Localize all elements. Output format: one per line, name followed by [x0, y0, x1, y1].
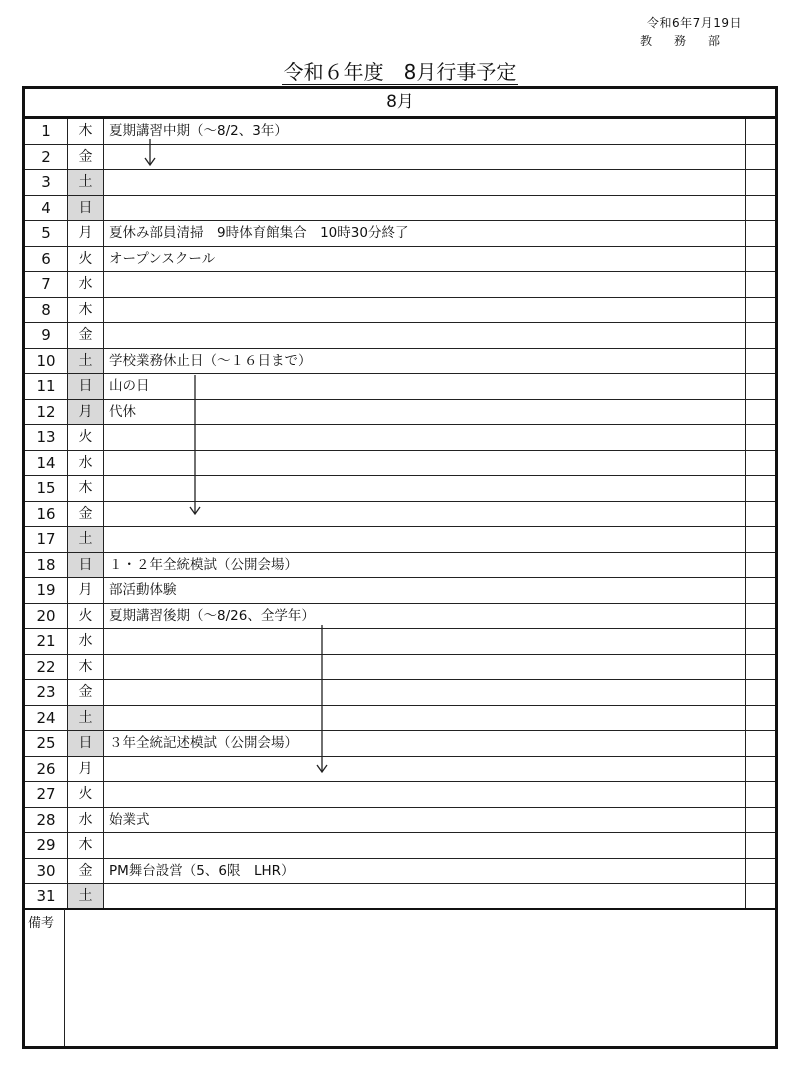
schedule-rows [25, 119, 775, 910]
day-row [25, 298, 775, 324]
day-row [25, 808, 775, 834]
day-number: 20 [25, 604, 68, 629]
extra-cell [746, 884, 775, 908]
day-row [25, 272, 775, 298]
extra-cell [746, 119, 775, 144]
extra-cell [746, 604, 775, 629]
day-row [25, 425, 775, 451]
weekday: 火 [68, 425, 104, 450]
extra-cell [746, 553, 775, 578]
day-number: 6 [25, 247, 68, 272]
day-row [25, 221, 775, 247]
event-text [104, 298, 746, 323]
event-text [104, 323, 746, 348]
weekday: 水 [68, 629, 104, 654]
event-text [104, 706, 746, 731]
extra-cell [746, 859, 775, 884]
weekday: 土 [68, 527, 104, 552]
event-text [104, 680, 746, 705]
day-number: 7 [25, 272, 68, 297]
weekday: 日 [68, 196, 104, 221]
day-number: 21 [25, 629, 68, 654]
extra-cell [746, 578, 775, 603]
weekday: 水 [68, 808, 104, 833]
day-row [25, 170, 775, 196]
extra-cell [746, 170, 775, 195]
event-text [104, 527, 746, 552]
day-row [25, 145, 775, 171]
event-text: 夏期講習後期（〜8/26、全学年） [104, 604, 746, 629]
weekday: 水 [68, 272, 104, 297]
day-row [25, 502, 775, 528]
event-text [104, 476, 746, 501]
event-text: オープンスクール [104, 247, 746, 272]
day-number: 25 [25, 731, 68, 756]
weekday: 金 [68, 502, 104, 527]
event-text [104, 145, 746, 170]
event-text: PM舞台設営（5、6限 LHR） [104, 859, 746, 884]
extra-cell [746, 451, 775, 476]
extra-cell [746, 247, 775, 272]
day-row [25, 655, 775, 681]
day-row [25, 757, 775, 783]
event-text: 山の日 [104, 374, 746, 399]
event-text [104, 884, 746, 908]
day-number: 16 [25, 502, 68, 527]
weekday: 金 [68, 859, 104, 884]
extra-cell [746, 629, 775, 654]
day-number: 29 [25, 833, 68, 858]
day-row [25, 451, 775, 477]
day-row [25, 400, 775, 426]
extra-cell [746, 272, 775, 297]
day-number: 4 [25, 196, 68, 221]
weekday: 日 [68, 553, 104, 578]
weekday: 金 [68, 145, 104, 170]
extra-cell [746, 221, 775, 246]
event-text: ３年全統記述模試（公開会場） [104, 731, 746, 756]
event-text: 夏休み部員清掃 9時体育館集合 10時30分終了 [104, 221, 746, 246]
schedule-frame [22, 86, 778, 1049]
extra-cell [746, 374, 775, 399]
weekday: 木 [68, 298, 104, 323]
weekday: 土 [68, 884, 104, 908]
day-row [25, 731, 775, 757]
day-number: 19 [25, 578, 68, 603]
day-number: 14 [25, 451, 68, 476]
weekday: 日 [68, 374, 104, 399]
extra-cell [746, 400, 775, 425]
remarks-label: 備考 [25, 909, 65, 1046]
event-text [104, 451, 746, 476]
event-text [104, 425, 746, 450]
weekday: 水 [68, 451, 104, 476]
weekday: 月 [68, 221, 104, 246]
weekday: 日 [68, 731, 104, 756]
extra-cell [746, 349, 775, 374]
weekday: 木 [68, 833, 104, 858]
event-text [104, 272, 746, 297]
day-row [25, 196, 775, 222]
day-row [25, 119, 775, 145]
day-row [25, 578, 775, 604]
day-row [25, 476, 775, 502]
day-number: 22 [25, 655, 68, 680]
weekday: 火 [68, 604, 104, 629]
extra-cell [746, 680, 775, 705]
day-row [25, 680, 775, 706]
day-row [25, 349, 775, 375]
weekday: 金 [68, 680, 104, 705]
event-text: 始業式 [104, 808, 746, 833]
event-text [104, 629, 746, 654]
extra-cell [746, 833, 775, 858]
day-number: 10 [25, 349, 68, 374]
event-text: １・２年全統模試（公開会場） [104, 553, 746, 578]
page-title-text: 令和６年度 8月行事予定 [283, 60, 517, 84]
weekday: 月 [68, 757, 104, 782]
day-number: 24 [25, 706, 68, 731]
extra-cell [746, 782, 775, 807]
weekday: 木 [68, 476, 104, 501]
weekday: 木 [68, 119, 104, 144]
weekday: 木 [68, 655, 104, 680]
month-header: 8月 [25, 89, 775, 119]
event-text [104, 170, 746, 195]
extra-cell [746, 527, 775, 552]
event-text [104, 757, 746, 782]
extra-cell [746, 298, 775, 323]
day-row [25, 833, 775, 859]
event-text: 代休 [104, 400, 746, 425]
day-row [25, 604, 775, 630]
day-row [25, 629, 775, 655]
weekday: 火 [68, 782, 104, 807]
event-text [104, 196, 746, 221]
event-text: 夏期講習中期（〜8/2、3年） [104, 119, 746, 144]
extra-cell [746, 706, 775, 731]
day-number: 3 [25, 170, 68, 195]
extra-cell [746, 808, 775, 833]
event-text [104, 502, 746, 527]
day-number: 9 [25, 323, 68, 348]
day-number: 31 [25, 884, 68, 908]
day-number: 30 [25, 859, 68, 884]
day-row [25, 782, 775, 808]
day-row [25, 706, 775, 732]
weekday: 火 [68, 247, 104, 272]
day-number: 1 [25, 119, 68, 144]
day-number: 11 [25, 374, 68, 399]
day-number: 2 [25, 145, 68, 170]
day-number: 23 [25, 680, 68, 705]
day-number: 8 [25, 298, 68, 323]
extra-cell [746, 757, 775, 782]
day-row [25, 374, 775, 400]
weekday: 金 [68, 323, 104, 348]
extra-cell [746, 502, 775, 527]
day-row [25, 553, 775, 579]
extra-cell [746, 655, 775, 680]
page-title [0, 56, 800, 85]
extra-cell [746, 323, 775, 348]
event-text: 部活動体験 [104, 578, 746, 603]
event-text: 学校業務休止日（〜１６日まで） [104, 349, 746, 374]
day-number: 17 [25, 527, 68, 552]
day-number: 18 [25, 553, 68, 578]
day-row [25, 884, 775, 910]
weekday: 土 [68, 706, 104, 731]
day-number: 15 [25, 476, 68, 501]
extra-cell [746, 425, 775, 450]
date-line: 令和6年7月19日 [646, 16, 742, 30]
day-number: 5 [25, 221, 68, 246]
remarks-section [25, 909, 775, 1046]
event-text [104, 655, 746, 680]
extra-cell [746, 145, 775, 170]
day-row [25, 859, 775, 885]
day-row [25, 527, 775, 553]
day-row [25, 323, 775, 349]
event-text [104, 782, 746, 807]
extra-cell [746, 196, 775, 221]
day-number: 26 [25, 757, 68, 782]
weekday: 月 [68, 578, 104, 603]
event-text [104, 833, 746, 858]
weekday: 土 [68, 170, 104, 195]
day-row [25, 247, 775, 273]
weekday: 土 [68, 349, 104, 374]
day-number: 12 [25, 400, 68, 425]
day-number: 28 [25, 808, 68, 833]
department-line: 教務部 [639, 34, 742, 48]
extra-cell [746, 731, 775, 756]
extra-cell [746, 476, 775, 501]
weekday: 月 [68, 400, 104, 425]
day-number: 27 [25, 782, 68, 807]
day-number: 13 [25, 425, 68, 450]
